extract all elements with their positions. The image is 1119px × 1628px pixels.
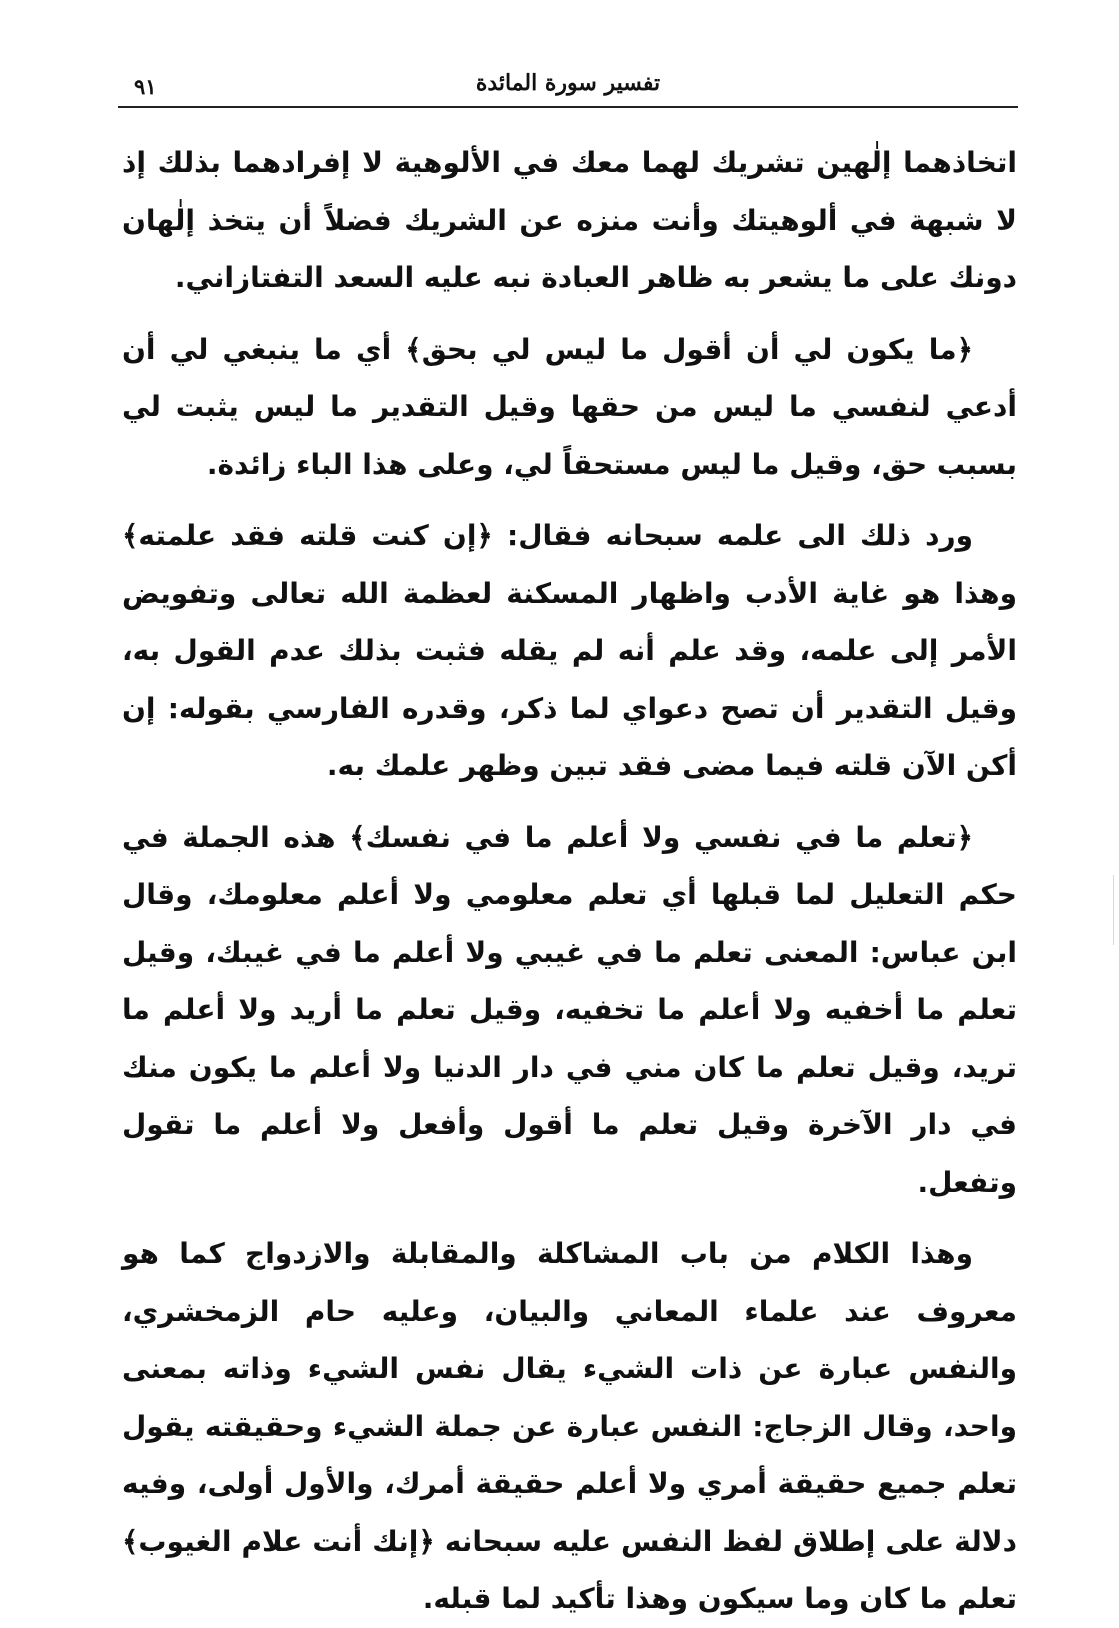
running-title: تفسير سورة المائدة xyxy=(475,70,661,96)
paragraph-2: ﴿ما يكون لي أن أقول ما ليس لي بحق﴾ أي ما ينبغي لي أن أدعي لنفسي ما ليس من حقها وقيل التقدير ما ليس يثبت لي بسبب حق، وقيل ما ليس مستحقاً لي، وعلى هذا الباء زائدة. xyxy=(122,332,1017,481)
paragraph-1: اتخاذهما إلٰهين تشريك لهما معك في الألوهية لا إفرادهما بذلك إذ لا شبهة في ألوهيتك وأنت منزه عن الشريك فضلاً أن يتخذ إلٰهان دونك على ما يشعر به ظاهر العبادة نبه عليه السعد التفتازاني. xyxy=(122,146,1017,294)
paragraph-3: ورد ذلك الى علمه سبحانه فقال: ﴿إن كنت قلته فقد علمته﴾ وهذا هو غاية الأدب واظهار المسكنة لعظمة الله تعالى وتفويض الأمر إلى علمه، وقد علم أنه لم يقله فثبت بذلك عدم القول به، وقيل التقدير أن تصح دعواي لما ذكر، وقدره الفارسي بقوله: إن أكن الآن قلته فيما مضى فقد تبين وظهر علمك به. xyxy=(122,519,1017,782)
page-header xyxy=(118,66,1018,106)
scan-edge-mark xyxy=(1113,875,1114,945)
page-number: ٩١ xyxy=(134,74,157,99)
header-rule xyxy=(118,106,1018,108)
paragraph-4: ﴿تعلم ما في نفسي ولا أعلم ما في نفسك﴾ هذه الجملة في حكم التعليل لما قبلها أي تعلم معلومي ولا أعلم معلومك، وقال ابن عباس: المعنى تعلم ما في غيبي ولا أعلم ما في غيبك، وقيل تعلم ما أخفيه ولا أعلم ما تخفيه، وقيل تعلم ما أريد ولا أعلم ما تريد، وقيل تعلم ما كان مني في دار الدنيا ولا أعلم ما يكون منك في دار الآخرة وقيل تعلم ما أقول وأفعل ولا أعلم ما تقول وتفعل. xyxy=(122,820,1017,1199)
body-text xyxy=(122,134,1017,1628)
paragraph-5: وهذا الكلام من باب المشاكلة والمقابلة والازدواج كما هو معروف عند علماء المعاني والبيان، وعليه حام الزمخشري، والنفس عبارة عن ذات الشيء يقال نفس الشيء وذاته بمعنى واحد، وقال الزجاج: النفس عبارة عن جملة الشيء وحقيقته يقول تعلم جميع حقيقة أمري ولا أعلم حقيقة أمرك، والأول أولى، وفيه دلالة على إطلاق لفظ النفس عليه سبحانه ﴿إنك أنت علام الغيوب﴾ تعلم ما كان وما سيكون وهذا تأكيد لما قبله. xyxy=(122,1237,1017,1615)
